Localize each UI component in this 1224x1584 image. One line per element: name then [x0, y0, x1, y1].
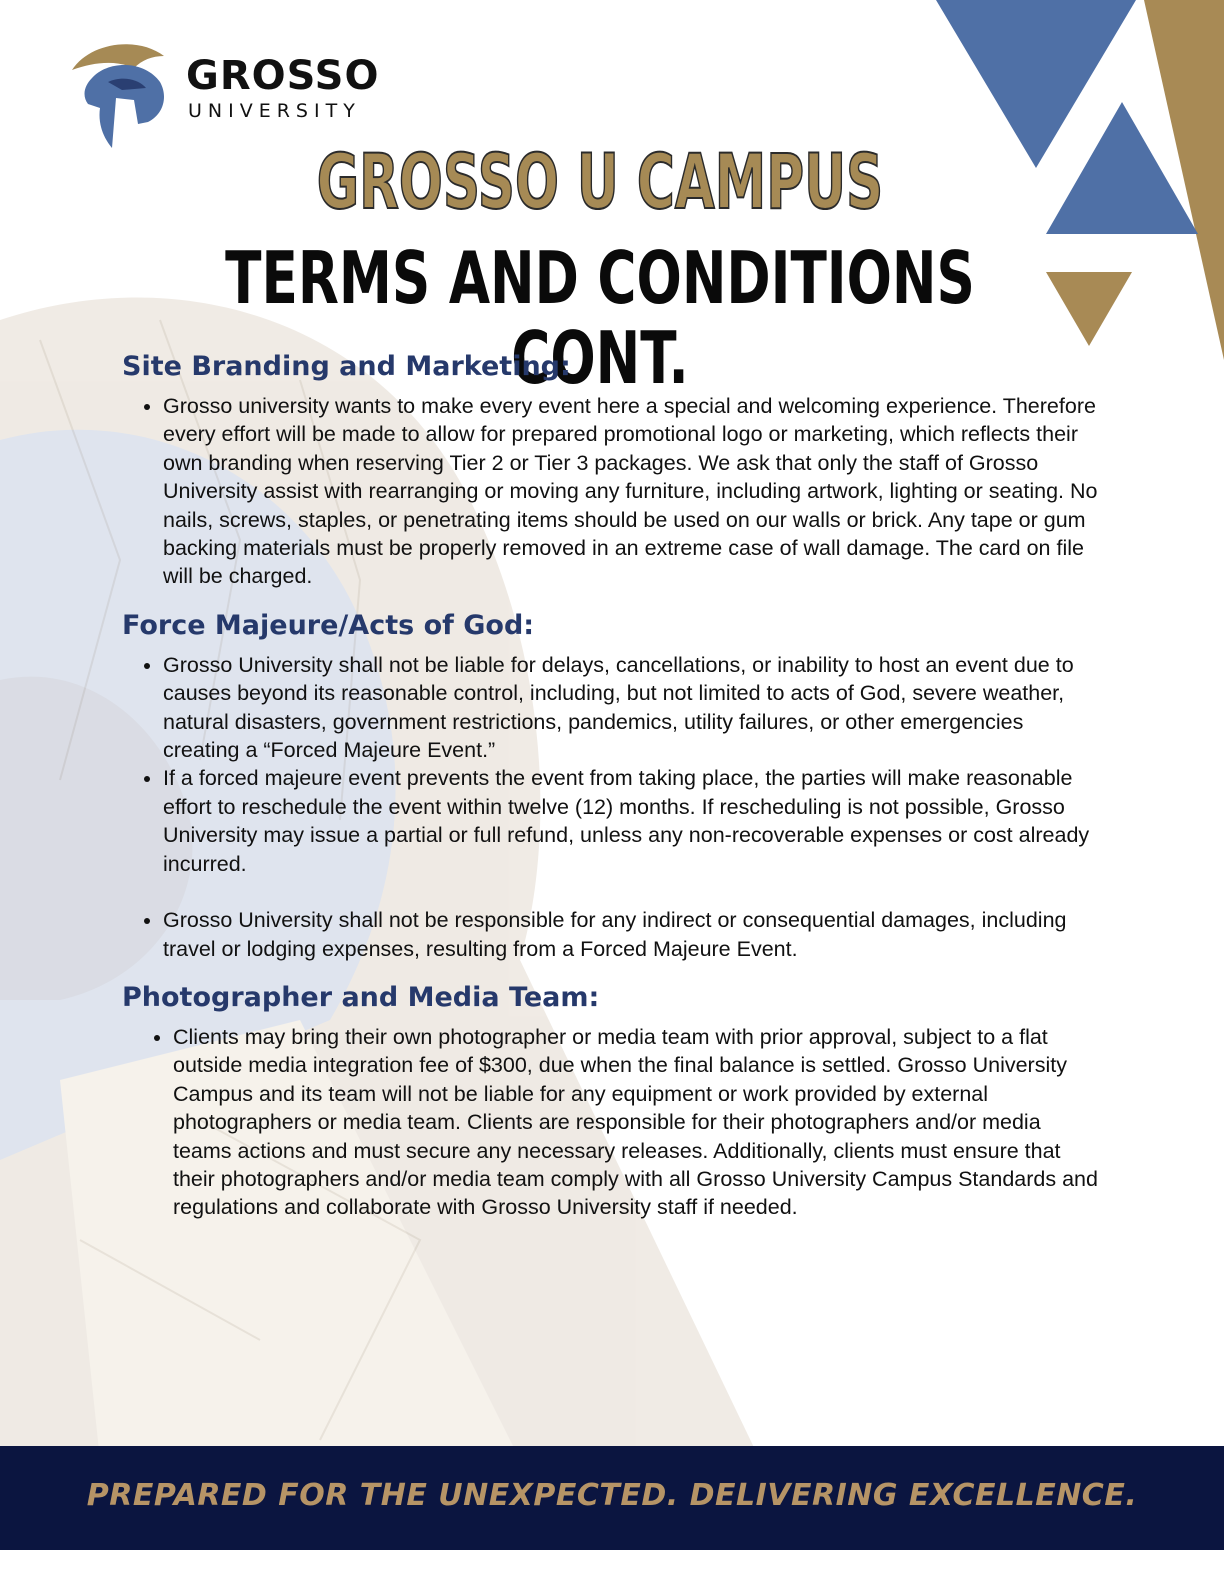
- list-item: • Grosso University shall not be liable for delays, cancellations, or inability to host an event due to causes beyond its reasonable control, including, but not limited to acts of God, severe weather, natural disasters, government restrictions, pandemics, utility failures, or other emergencies creating a “Forced Majeure Event.”: [163, 651, 1102, 765]
- footer-tagline: PREPARED FOR THE UNEXPECTED. DELIVERING EXCELLENCE.: [86, 1478, 1138, 1513]
- bullet-list: [122, 651, 1102, 963]
- logo-subtitle: UNIVERSITY: [188, 100, 361, 122]
- list-item: • Clients may bring their own photographer or media team with prior approval, subject to a flat outside media integration fee of $300, due when the final balance is settled. Grosso University Campus and its team will not be liable for any equipment or work provided by external photographers or media team. Clients are responsible for their photographers and/or media teams actions and must secure any necessary releases. Additionally, clients must ensure that their photographers and/or media team comply with all Grosso University Campus Standards and regulations and collaborate with Grosso University staff if needed.: [173, 1023, 1102, 1222]
- bullet-list: [122, 392, 1102, 591]
- terms-content: [122, 348, 1102, 1222]
- section-heading: Site Branding and Marketing:: [122, 351, 571, 382]
- university-logo: [68, 38, 408, 150]
- section-heading: Photographer and Media Team:: [122, 981, 600, 1013]
- section-heading: Force Majeure/Acts of God:: [122, 609, 535, 641]
- list-item: • Grosso University shall not be responsible for any indirect or consequential damages, including travel or lodging expenses, resulting from a Forced Majeure Event.: [163, 906, 1102, 963]
- spartan-helmet-icon: [68, 38, 180, 150]
- section-force-majeure: [122, 607, 1102, 963]
- logo-name: GROSSO: [186, 53, 380, 99]
- list-item: • If a forced majeure event prevents the event from taking place, the parties will make reasonable effort to reschedule the event within twelve (12) months. If rescheduling is not possible, Grosso University may issue a partial or full refund, unless any non-recoverable expenses or cost already incurred.: [163, 764, 1102, 878]
- section-photographer-media: [122, 979, 1102, 1222]
- footer-banner: [0, 1446, 1224, 1550]
- list-item: • Grosso university wants to make every event here a special and welcoming experience. Therefore every effort will be made to allow for prepared promotional logo or marketing, which reflects their own branding when reserving Tier 2 or Tier 3 packages. We ask that only the staff of Grosso University assist with rearranging or moving any furniture, including artwork, lighting or seating. No nails, screws, staples, or penetrating items should be used on our walls or brick. Any tape or gum backing materials must be properly removed in an extreme case of wall damage. The card on file will be charged.: [163, 392, 1102, 591]
- bullet-list: [122, 1023, 1102, 1222]
- section-site-branding: [122, 348, 1102, 591]
- page-title: GROSSO U CAMPUS: [316, 137, 884, 226]
- page-subtitle: TERMS AND CONDITIONS CONT.: [225, 236, 975, 400]
